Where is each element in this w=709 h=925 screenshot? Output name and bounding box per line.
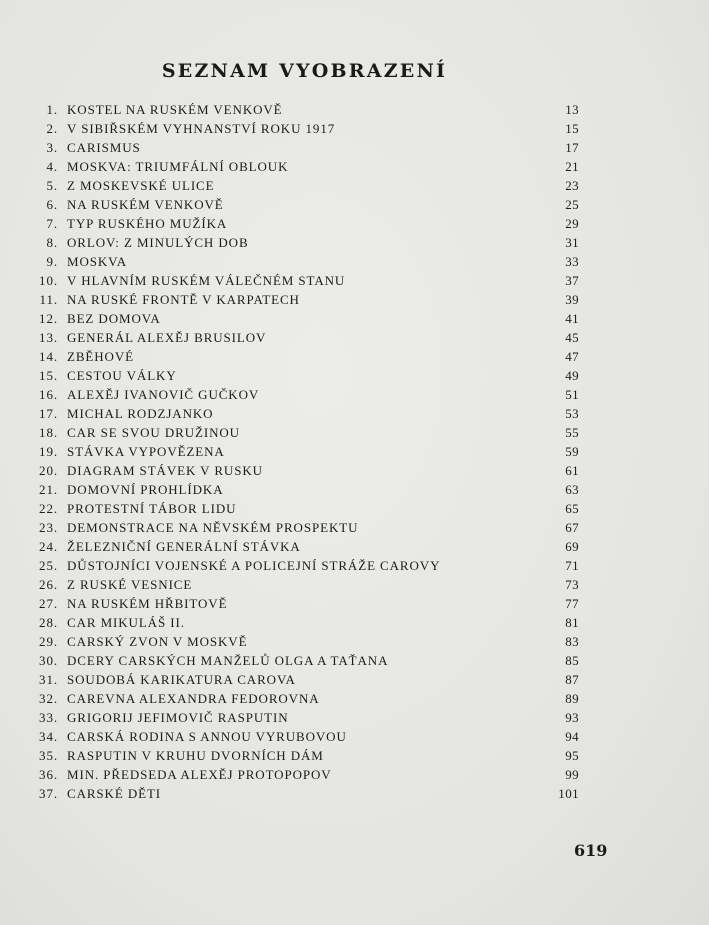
item-page-number: 67: [565, 520, 579, 535]
list-item: [34, 385, 582, 404]
item-title: DIAGRAM STÁVEK V RUSKU: [67, 463, 263, 478]
item-title: MOSKVA: TRIUMFÁLNÍ OBLOUK: [67, 159, 289, 174]
list-item: [34, 366, 582, 385]
item-number: 26.: [39, 577, 58, 592]
item-page-number: 47: [565, 349, 579, 364]
list-item: [34, 100, 582, 119]
item-title: RASPUTIN V KRUHU DVORNÍCH DÁM: [67, 748, 324, 763]
item-number: 32.: [39, 691, 58, 706]
item-title: ZBĚHOVÉ: [67, 349, 134, 364]
item-page-number: 87: [565, 672, 579, 687]
list-item: [34, 271, 582, 290]
item-title: CAR MIKULÁŠ II.: [67, 615, 185, 630]
item-number: 6.: [46, 197, 58, 212]
item-title: MOSKVA: [67, 254, 128, 269]
item-page-number: 73: [565, 577, 579, 592]
list-item: [34, 727, 582, 746]
item-title: MIN. PŘEDSEDA ALEXĚJ PROTOPOPOV: [67, 767, 332, 782]
item-title: NA RUSKÉM VENKOVĚ: [67, 197, 224, 212]
item-page-number: 71: [565, 558, 579, 573]
item-page-number: 51: [565, 387, 579, 402]
item-page-number: 95: [565, 748, 579, 763]
item-number: 13.: [39, 330, 58, 345]
item-title: CARISMUS: [67, 140, 141, 155]
item-number: 15.: [39, 368, 58, 383]
item-page-number: 29: [565, 216, 579, 231]
item-number: 4.: [46, 159, 58, 174]
item-title: DOMOVNÍ PROHLÍDKA: [67, 482, 224, 497]
item-number: 16.: [39, 387, 58, 402]
item-title: MICHAL RODZJANKO: [67, 406, 214, 421]
item-number: 2.: [46, 121, 58, 136]
item-page-number: 31: [565, 235, 579, 250]
item-page-number: 69: [565, 539, 579, 554]
list-item: [34, 119, 582, 138]
item-title: GENERÁL ALEXĚJ BRUSILOV: [67, 330, 267, 345]
item-title: CARSKÝ ZVON V MOSKVĚ: [67, 634, 248, 649]
item-page-number: 94: [565, 729, 579, 744]
list-item: [34, 651, 582, 670]
list-item: [34, 157, 582, 176]
list-item: [34, 214, 582, 233]
item-number: 11.: [39, 292, 58, 307]
item-title: NA RUSKÉM HŘBITOVĚ: [67, 596, 228, 611]
item-number: 29.: [39, 634, 58, 649]
illustration-list: [34, 100, 582, 803]
list-item: [34, 613, 582, 632]
item-page-number: 63: [565, 482, 579, 497]
item-number: 17.: [39, 406, 58, 421]
item-page-number: 39: [565, 292, 579, 307]
item-page-number: 101: [558, 786, 579, 801]
list-item: [34, 594, 582, 613]
item-title: V SIBIŘSKÉM VYHNANSTVÍ ROKU 1917: [67, 121, 336, 136]
item-page-number: 89: [565, 691, 579, 706]
item-page-number: 85: [565, 653, 579, 668]
item-title: BEZ DOMOVA: [67, 311, 161, 326]
list-item: [34, 233, 582, 252]
item-page-number: 59: [565, 444, 579, 459]
list-item: [34, 309, 582, 328]
item-page-number: 21: [565, 159, 579, 174]
list-item: [34, 480, 582, 499]
list-item: [34, 556, 582, 575]
list-item: [34, 518, 582, 537]
item-page-number: 61: [565, 463, 579, 478]
item-number: 22.: [39, 501, 58, 516]
item-number: 14.: [39, 349, 58, 364]
item-page-number: 25: [565, 197, 579, 212]
item-number: 36.: [39, 767, 58, 782]
item-title: CARSKÁ RODINA S ANNOU VYRUBOVOU: [67, 729, 347, 744]
item-title: ŽELEZNIČNÍ GENERÁLNÍ STÁVKA: [67, 539, 301, 554]
list-item: [34, 499, 582, 518]
item-title: GRIGORIJ JEFIMOVIČ RASPUTIN: [67, 710, 289, 725]
list-item: [34, 252, 582, 271]
list-item: [34, 195, 582, 214]
item-number: 25.: [39, 558, 58, 573]
item-title: CESTOU VÁLKY: [67, 368, 177, 383]
item-number: 37.: [39, 786, 58, 801]
item-number: 28.: [39, 615, 58, 630]
item-page-number: 55: [565, 425, 579, 440]
item-page-number: 17: [565, 140, 579, 155]
item-title: STÁVKA VYPOVĚZENA: [67, 444, 225, 459]
item-title: CARSKÉ DĚTI: [67, 786, 162, 801]
item-number: 31.: [39, 672, 58, 687]
item-number: 18.: [39, 425, 58, 440]
list-item: [34, 442, 582, 461]
list-item: [34, 575, 582, 594]
item-title: CAR SE SVOU DRUŽINOU: [67, 425, 240, 440]
item-number: 7.: [46, 216, 58, 231]
list-item: [34, 290, 582, 309]
item-page-number: 45: [565, 330, 579, 345]
list-item: [34, 537, 582, 556]
item-number: 1.: [46, 102, 58, 117]
list-item: [34, 689, 582, 708]
item-page-number: 41: [565, 311, 579, 326]
item-title: ORLOV: Z MINULÝCH DOB: [67, 235, 249, 250]
list-item: [34, 461, 582, 480]
item-page-number: 81: [565, 615, 579, 630]
item-title: PROTESTNÍ TÁBOR LIDU: [67, 501, 237, 516]
item-title: DEMONSTRACE NA NĚVSKÉM PROSPEKTU: [67, 520, 359, 535]
item-number: 34.: [39, 729, 58, 744]
list-item: [34, 347, 582, 366]
page-number: 619: [574, 841, 608, 860]
item-page-number: 13: [565, 102, 579, 117]
page-title: SEZNAM VYOBRAZENÍ: [161, 60, 448, 82]
list-item: [34, 708, 582, 727]
item-title: NA RUSKÉ FRONTĚ V KARPATECH: [67, 292, 300, 307]
list-item: [34, 746, 582, 765]
item-number: 35.: [39, 748, 58, 763]
item-title: KOSTEL NA RUSKÉM VENKOVĚ: [67, 102, 283, 117]
item-number: 23.: [39, 520, 58, 535]
item-number: 27.: [39, 596, 58, 611]
item-number: 9.: [46, 254, 58, 269]
item-title: ALEXĚJ IVANOVIČ GUČKOV: [67, 387, 260, 402]
item-number: 30.: [39, 653, 58, 668]
item-title: Z RUSKÉ VESNICE: [67, 577, 193, 592]
list-item: [34, 328, 582, 347]
item-number: 3.: [46, 140, 58, 155]
item-number: 10.: [39, 273, 58, 288]
list-item: [34, 423, 582, 442]
list-item: [34, 670, 582, 689]
item-title: V HLAVNÍM RUSKÉM VÁLEČNÉM STANU: [67, 273, 346, 288]
item-page-number: 33: [565, 254, 579, 269]
item-page-number: 15: [565, 121, 579, 136]
item-number: 33.: [39, 710, 58, 725]
list-item: [34, 632, 582, 651]
item-number: 19.: [39, 444, 58, 459]
item-number: 24.: [39, 539, 58, 554]
item-title: DŮSTOJNÍCI VOJENSKÉ A POLICEJNÍ STRÁŽE CAROVY: [67, 558, 441, 573]
item-page-number: 53: [565, 406, 579, 421]
item-page-number: 65: [565, 501, 579, 516]
item-number: 20.: [39, 463, 58, 478]
list-item: [34, 138, 582, 157]
item-page-number: 93: [565, 710, 579, 725]
item-page-number: 99: [565, 767, 579, 782]
item-number: 8.: [46, 235, 58, 250]
item-page-number: 77: [565, 596, 579, 611]
item-number: 12.: [39, 311, 58, 326]
item-title: Z MOSKEVSKÉ ULICE: [67, 178, 215, 193]
item-title: TYP RUSKÉHO MUŽÍKA: [67, 216, 228, 231]
item-page-number: 83: [565, 634, 579, 649]
item-number: 5.: [46, 178, 58, 193]
item-page-number: 37: [565, 273, 579, 288]
list-item: [34, 176, 582, 195]
item-number: 21.: [39, 482, 58, 497]
list-item: [34, 784, 582, 803]
item-title: CAREVNA ALEXANDRA FEDOROVNA: [67, 691, 320, 706]
item-title: DCERY CARSKÝCH MANŽELŮ OLGA A TAŤANA: [67, 653, 389, 668]
item-title: SOUDOBÁ KARIKATURA CAROVA: [67, 672, 296, 687]
list-item: [34, 765, 582, 784]
item-page-number: 23: [565, 178, 579, 193]
list-item: [34, 404, 582, 423]
item-page-number: 49: [565, 368, 579, 383]
